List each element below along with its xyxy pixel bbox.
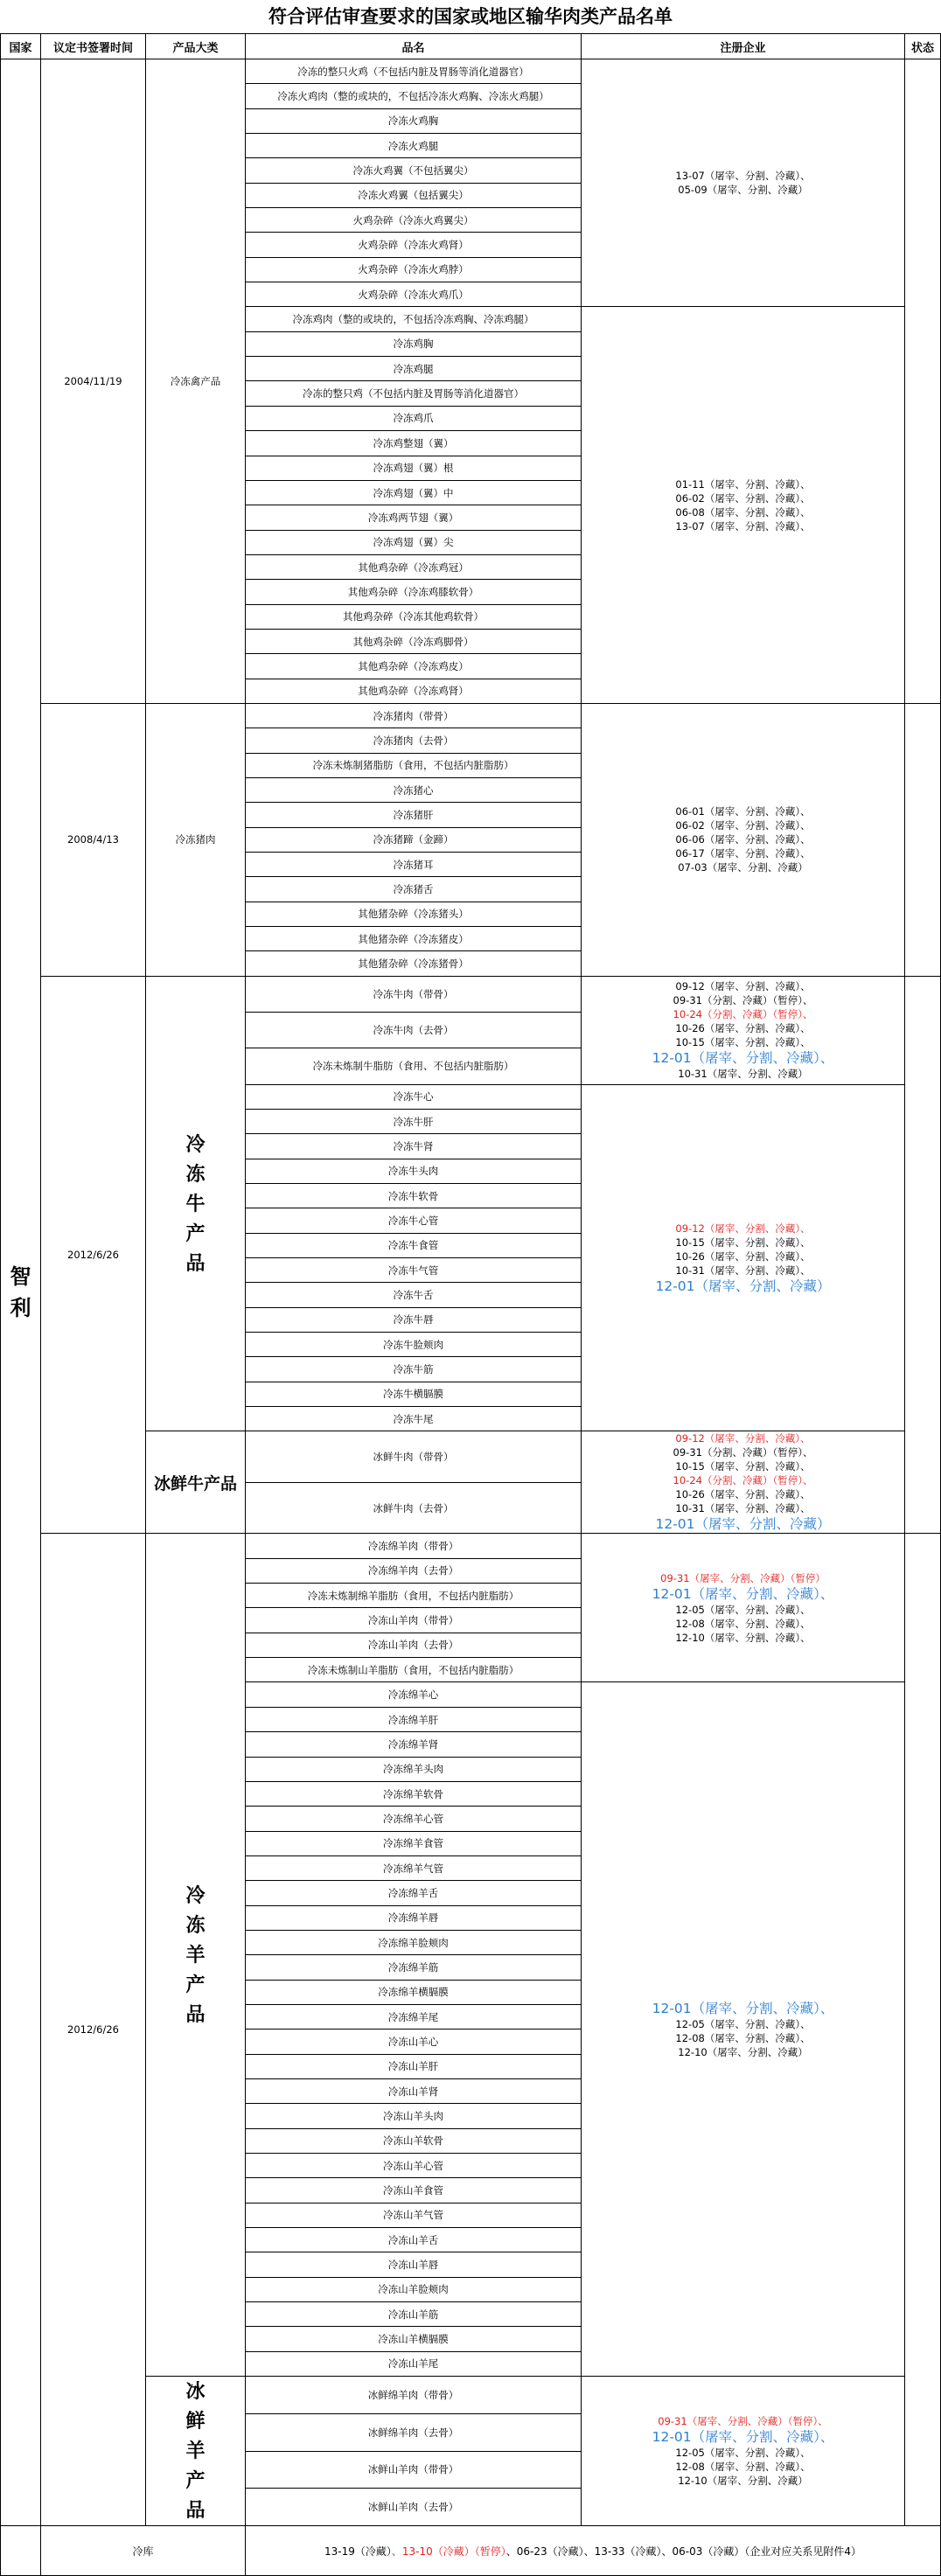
product-name: 其他鸡杂碎（冷冻鸡肾） <box>246 679 582 703</box>
product-name: 冷冻绵羊肝 <box>246 1707 582 1731</box>
product-name: 冷冻鸡胸 <box>246 331 582 356</box>
enterprise-entry: 12-01（屠宰、分割、冷藏） <box>655 1516 831 1533</box>
enterprise-cell <box>582 2377 905 2526</box>
product-name: 冷冻牛软骨 <box>246 1183 582 1208</box>
product-name: 冷冻牛舌 <box>246 1283 582 1307</box>
enterprise-entry: 06-06（屠宰、分割、冷藏）、 <box>675 833 811 846</box>
category-char: 冷 <box>185 1883 206 1907</box>
category-char: 品 <box>185 2499 206 2523</box>
product-name: 冰鲜山羊肉（去骨） <box>246 2489 582 2526</box>
cold-storage-label: 冷库 <box>41 2526 246 2576</box>
product-table <box>0 33 941 2576</box>
product-name: 冷冻火鸡肉（整的或块的，不包括冷冻火鸡胸、冷冻火鸡腿） <box>246 84 582 108</box>
enterprise-entry: 10-26（屠宰、分割、冷藏）、 <box>675 1022 811 1035</box>
status-cell <box>905 976 941 1534</box>
category-char: 产 <box>185 2469 206 2493</box>
enterprise-entry: 06-01（屠宰、分割、冷藏）、 <box>675 805 811 818</box>
product-name: 冷冻绵羊心 <box>246 1682 582 1707</box>
sign-date: 2012/6/26 <box>41 1534 146 2526</box>
status-cell <box>905 1534 941 2526</box>
product-name: 冷冻鸡肉（整的或块的，不包括冷冻鸡胸、冷冻鸡腿） <box>246 307 582 331</box>
enterprise-entry: 06-08（屠宰、分割、冷藏）、 <box>675 505 811 519</box>
sign-date: 2008/4/13 <box>41 703 146 976</box>
category-char: 品 <box>185 1251 206 1275</box>
table-row <box>1 703 941 728</box>
product-name: 冷冻山羊肾 <box>246 2078 582 2103</box>
product-name: 火鸡杂碎（冷冻火鸡肾） <box>246 233 582 257</box>
product-name: 冷冻绵羊舌 <box>246 1881 582 1905</box>
product-name: 冷冻山羊尾 <box>246 2351 582 2376</box>
enterprise-cell <box>582 703 905 976</box>
enterprise-entry: 12-05（屠宰、分割、冷藏）、 <box>675 1603 811 1616</box>
product-name: 冷冻火鸡腿 <box>246 134 582 158</box>
category-cell <box>146 2377 246 2526</box>
category-char: 牛 <box>185 1192 206 1215</box>
product-name: 冷冻未炼制猪脂肪（食用，不包括内脏脂肪） <box>246 753 582 777</box>
product-name: 冷冻鸡两节翅（翼） <box>246 505 582 530</box>
cold-storage-b: 、13-10（冷藏）（暂停） <box>391 2545 506 2558</box>
enterprise-entry: 09-31（屠宰、分割、冷藏）（暂停） <box>660 1571 826 1584</box>
category-cell: 冷冻猪肉 <box>146 703 246 976</box>
enterprise-entry: 12-01（屠宰、分割、冷藏）、 <box>652 2429 834 2446</box>
product-name: 冷冻牛心管 <box>246 1208 582 1233</box>
category-char: 产 <box>185 1973 206 1996</box>
product-name: 其他鸡杂碎（冷冻鸡脚骨） <box>246 629 582 653</box>
enterprise-entry: 09-12（屠宰、分割、冷藏）、 <box>675 1222 811 1235</box>
product-name: 冷冻绵羊横膈膜 <box>246 1980 582 2004</box>
enterprise-entry: 12-08（屠宰、分割、冷藏）、 <box>675 2031 811 2044</box>
category-char: 产 <box>185 1222 206 1245</box>
product-name: 冷冻绵羊肉（去骨） <box>246 1558 582 1583</box>
category-cell: 冰鲜牛产品 <box>146 1431 246 1534</box>
product-name: 冷冻牛脸颊肉 <box>246 1333 582 1357</box>
product-name: 冷冻牛气管 <box>246 1258 582 1283</box>
product-name: 冷冻山羊横膈膜 <box>246 2327 582 2351</box>
enterprise-cell <box>582 1431 905 1534</box>
product-name: 冷冻山羊气管 <box>246 2203 582 2227</box>
enterprise-entry: 06-17（屠宰、分割、冷藏）、 <box>675 847 811 860</box>
product-name: 冷冻的整只火鸡（不包括内脏及胃肠等消化道器官） <box>246 59 582 84</box>
enterprise-entry: 12-08（屠宰、分割、冷藏）、 <box>675 1617 811 1630</box>
enterprise-entry: 12-10（屠宰、分割、冷藏）、 <box>675 1631 811 1644</box>
product-name: 冷冻牛唇 <box>246 1307 582 1332</box>
product-name: 冷冻牛肉（带骨） <box>246 976 582 1012</box>
enterprise-entry: 10-24（分割、冷藏）（暂停）、 <box>673 1474 813 1487</box>
enterprise-entry: 12-10（屠宰、分割、冷藏） <box>678 2045 808 2058</box>
header-country: 国家 <box>1 34 41 59</box>
product-name: 冰鲜牛肉（带骨） <box>246 1431 582 1483</box>
product-name: 冷冻山羊食管 <box>246 2178 582 2203</box>
enterprise-entry: 10-31（屠宰、分割、冷藏）、 <box>675 1502 811 1515</box>
header-status: 状态 <box>905 34 941 59</box>
enterprise-entry: 10-26（屠宰、分割、冷藏）、 <box>675 1250 811 1263</box>
table-row <box>1 59 941 84</box>
category-char: 羊 <box>185 2440 206 2463</box>
cold-storage-row <box>1 2526 941 2576</box>
product-name: 火鸡杂碎（冷冻火鸡翼尖） <box>246 208 582 233</box>
enterprise-entry: 05-09（屠宰、分割、冷藏） <box>678 184 808 197</box>
enterprise-entry: 12-08（屠宰、分割、冷藏）、 <box>675 2461 811 2474</box>
product-name: 冷冻山羊心 <box>246 2029 582 2054</box>
product-name: 冷冻的整只鸡（不包括内脏及胃肠等消化道器官） <box>246 381 582 406</box>
product-name: 冷冻鸡翅（翼）根 <box>246 456 582 480</box>
enterprise-entry: 06-02（屠宰、分割、冷藏）、 <box>675 491 811 505</box>
cold-storage-text <box>246 2526 941 2576</box>
product-name: 其他鸡杂碎（冷冻鸡冠） <box>246 554 582 579</box>
product-name: 冷冻山羊脸颊肉 <box>246 2277 582 2301</box>
product-name: 其他鸡杂碎（冷冻其他鸡软骨） <box>246 604 582 629</box>
page-title: 符合评估审查要求的国家或地区输华肉类产品名单 <box>268 5 673 27</box>
status-cell <box>905 59 941 704</box>
product-name: 其他鸡杂碎（冷冻鸡皮） <box>246 654 582 679</box>
product-name: 冷冻山羊肉（去骨） <box>246 1633 582 1657</box>
product-name: 冷冻牛肝 <box>246 1109 582 1133</box>
product-name: 冷冻火鸡翼（不包括翼尖） <box>246 158 582 183</box>
product-name: 冷冻绵羊筋 <box>246 1955 582 1980</box>
enterprise-cell <box>582 59 905 307</box>
enterprise-entry: 09-31（分割、冷藏）（暂停）、 <box>673 1446 813 1459</box>
enterprise-entry: 01-11（屠宰、分割、冷藏）、 <box>675 477 811 491</box>
product-name: 冷冻绵羊软骨 <box>246 1781 582 1806</box>
product-name: 冷冻绵羊气管 <box>246 1855 582 1880</box>
product-name: 冷冻山羊唇 <box>246 2252 582 2277</box>
product-name: 冷冻山羊肝 <box>246 2054 582 2078</box>
enterprise-entry: 12-05（屠宰、分割、冷藏）、 <box>675 2017 811 2030</box>
enterprise-entry: 10-15（屠宰、分割、冷藏）、 <box>675 1460 811 1473</box>
category-cell: 冷冻禽产品 <box>146 59 246 704</box>
product-name: 冷冻绵羊肉（带骨） <box>246 1534 582 1558</box>
product-name: 冷冻山羊舌 <box>246 2228 582 2252</box>
category-char: 冰 <box>185 2380 206 2404</box>
country-cell-empty <box>1 2526 41 2576</box>
enterprise-entry: 12-01（屠宰、分割、冷藏）、 <box>652 1050 834 1067</box>
product-name: 冷冻猪肝 <box>246 803 582 827</box>
category-cell <box>146 976 246 1431</box>
header-date: 议定书签署时间 <box>41 34 146 59</box>
product-name: 冷冻绵羊脸颊肉 <box>246 1930 582 1954</box>
cold-storage-a: 13-19（冷藏） <box>324 2545 392 2558</box>
product-name: 其他猪杂碎（冷冻猪皮） <box>246 927 582 951</box>
product-name: 冷冻鸡翅（翼）中 <box>246 480 582 505</box>
product-name: 冷冻猪心 <box>246 777 582 802</box>
product-name: 其他鸡杂碎（冷冻鸡膝软骨） <box>246 580 582 604</box>
product-name: 冰鲜绵羊肉（带骨） <box>246 2377 582 2414</box>
enterprise-entry: 12-01（屠宰、分割、冷藏） <box>655 1278 831 1294</box>
enterprise-cell <box>582 1084 905 1431</box>
product-name: 冷冻鸡翅（翼）尖 <box>246 530 582 554</box>
product-name: 冷冻山羊心管 <box>246 2154 582 2178</box>
enterprise-entry: 10-31（屠宰、分割、冷藏） <box>678 1068 808 1081</box>
product-name: 冷冻猪肉（去骨） <box>246 728 582 753</box>
enterprise-entry: 10-15（屠宰、分割、冷藏）、 <box>675 1036 811 1049</box>
enterprise-cell <box>582 307 905 704</box>
product-name: 冷冻未炼制牛脂肪（食用、不包括内脏脂肪） <box>246 1048 582 1084</box>
product-name: 冷冻山羊筋 <box>246 2302 582 2327</box>
enterprise-cell <box>582 976 905 1084</box>
enterprise-entry: 10-24（分割、冷藏）（暂停）、 <box>673 1008 813 1021</box>
enterprise-entry: 09-31（屠宰、分割、冷藏）（暂停）、 <box>658 2415 828 2428</box>
enterprise-entry: 09-12（屠宰、分割、冷藏）、 <box>675 1432 811 1445</box>
category-char: 冻 <box>185 1162 206 1186</box>
product-name: 冷冻山羊头肉 <box>246 2104 582 2128</box>
category-char: 鲜 <box>185 2410 206 2433</box>
category-char: 冷 <box>185 1132 206 1156</box>
category-char: 品 <box>185 2002 206 2026</box>
product-name: 冷冻鸡整翅（翼） <box>246 431 582 456</box>
product-name: 冷冻绵羊肾 <box>246 1732 582 1757</box>
country-cell: 智利 <box>1 59 41 2526</box>
enterprise-entry: 07-03（屠宰、分割、冷藏） <box>678 861 808 874</box>
enterprise-entry: 12-05（屠宰、分割、冷藏）、 <box>675 2447 811 2460</box>
product-name: 冷冻绵羊心管 <box>246 1807 582 1831</box>
header-product: 品名 <box>246 34 582 59</box>
product-name: 冷冻未炼制绵羊脂肪（食用，不包括内脏脂肪） <box>246 1584 582 1608</box>
product-name: 冷冻鸡爪 <box>246 406 582 430</box>
enterprise-entry: 10-15（屠宰、分割、冷藏）、 <box>675 1236 811 1249</box>
category-char: 冻 <box>185 1913 206 1937</box>
header-row <box>1 34 941 59</box>
product-name: 冷冻牛心 <box>246 1084 582 1109</box>
enterprise-entry: 12-01（屠宰、分割、冷藏）、 <box>652 2000 834 2016</box>
enterprise-entry: 12-10（屠宰、分割、冷藏） <box>678 2475 808 2488</box>
product-name: 冷冻牛横膈膜 <box>246 1382 582 1406</box>
sign-date: 2012/6/26 <box>41 976 146 1534</box>
product-name: 冷冻绵羊食管 <box>246 1831 582 1855</box>
product-name: 冷冻山羊肉（带骨） <box>246 1608 582 1633</box>
product-name: 冷冻牛尾 <box>246 1407 582 1431</box>
product-name: 冷冻绵羊头肉 <box>246 1757 582 1781</box>
product-name: 冰鲜牛肉（去骨） <box>246 1482 582 1534</box>
category-cell <box>146 1534 246 2377</box>
enterprise-cell <box>582 1682 905 2377</box>
cold-storage-c: 、06-23（冷藏）、13-33（冷藏）、06-03（冷藏）（企业对应关系见附件4） <box>505 2545 861 2558</box>
product-name: 其他猪杂碎（冷冻猪骨） <box>246 951 582 976</box>
enterprise-entry: 10-26（屠宰、分割、冷藏）、 <box>675 1488 811 1501</box>
product-name: 其他猪杂碎（冷冻猪头） <box>246 902 582 926</box>
product-name: 冷冻山羊软骨 <box>246 2128 582 2153</box>
table-row <box>1 1534 941 1558</box>
product-name: 冷冻火鸡翼（包括翼尖） <box>246 183 582 207</box>
product-name: 冷冻牛肾 <box>246 1134 582 1159</box>
product-name: 冷冻火鸡胸 <box>246 108 582 133</box>
product-name: 冷冻鸡腿 <box>246 357 582 381</box>
product-name: 冷冻牛筋 <box>246 1357 582 1382</box>
product-name: 火鸡杂碎（冷冻火鸡脖） <box>246 257 582 282</box>
enterprise-entry: 13-07（屠宰、分割、冷藏）、 <box>675 170 811 183</box>
product-name: 冰鲜绵羊肉（去骨） <box>246 2413 582 2451</box>
header-category: 产品大类 <box>146 34 246 59</box>
product-name: 火鸡杂碎（冷冻火鸡爪） <box>246 282 582 307</box>
product-name: 冷冻猪舌 <box>246 877 582 902</box>
enterprise-entry: 10-31（屠宰、分割、冷藏）、 <box>675 1264 811 1277</box>
enterprise-entry: 12-01（屠宰、分割、冷藏）、 <box>652 1585 834 1602</box>
product-name: 冷冻绵羊唇 <box>246 1905 582 1930</box>
product-name: 冷冻绵羊尾 <box>246 2004 582 2029</box>
sign-date: 2004/11/19 <box>41 59 146 704</box>
enterprise-entry: 06-02（屠宰、分割、冷藏）、 <box>675 819 811 832</box>
product-name: 冰鲜山羊肉（带骨） <box>246 2451 582 2489</box>
product-name: 冷冻牛头肉 <box>246 1159 582 1183</box>
status-cell <box>905 703 941 976</box>
enterprise-entry: 09-31（分割、冷藏）（暂停）、 <box>673 994 813 1007</box>
product-name: 冷冻猪蹄（金蹄） <box>246 827 582 852</box>
table-row <box>1 976 941 1012</box>
enterprise-entry: 09-12（屠宰、分割、冷藏）、 <box>675 980 811 993</box>
enterprise-entry: 13-07（屠宰、分割、冷藏）、 <box>675 519 811 533</box>
product-name: 冷冻猪耳 <box>246 853 582 877</box>
product-name: 冷冻猪肉（带骨） <box>246 703 582 728</box>
product-name: 冷冻未炼制山羊脂肪（食用，不包括内脏脂肪） <box>246 1658 582 1682</box>
header-enterprise: 注册企业 <box>582 34 905 59</box>
product-name: 冷冻牛肉（去骨） <box>246 1013 582 1048</box>
enterprise-cell <box>582 1534 905 1682</box>
category-char: 羊 <box>185 1943 206 1967</box>
product-name: 冷冻牛食管 <box>246 1233 582 1257</box>
